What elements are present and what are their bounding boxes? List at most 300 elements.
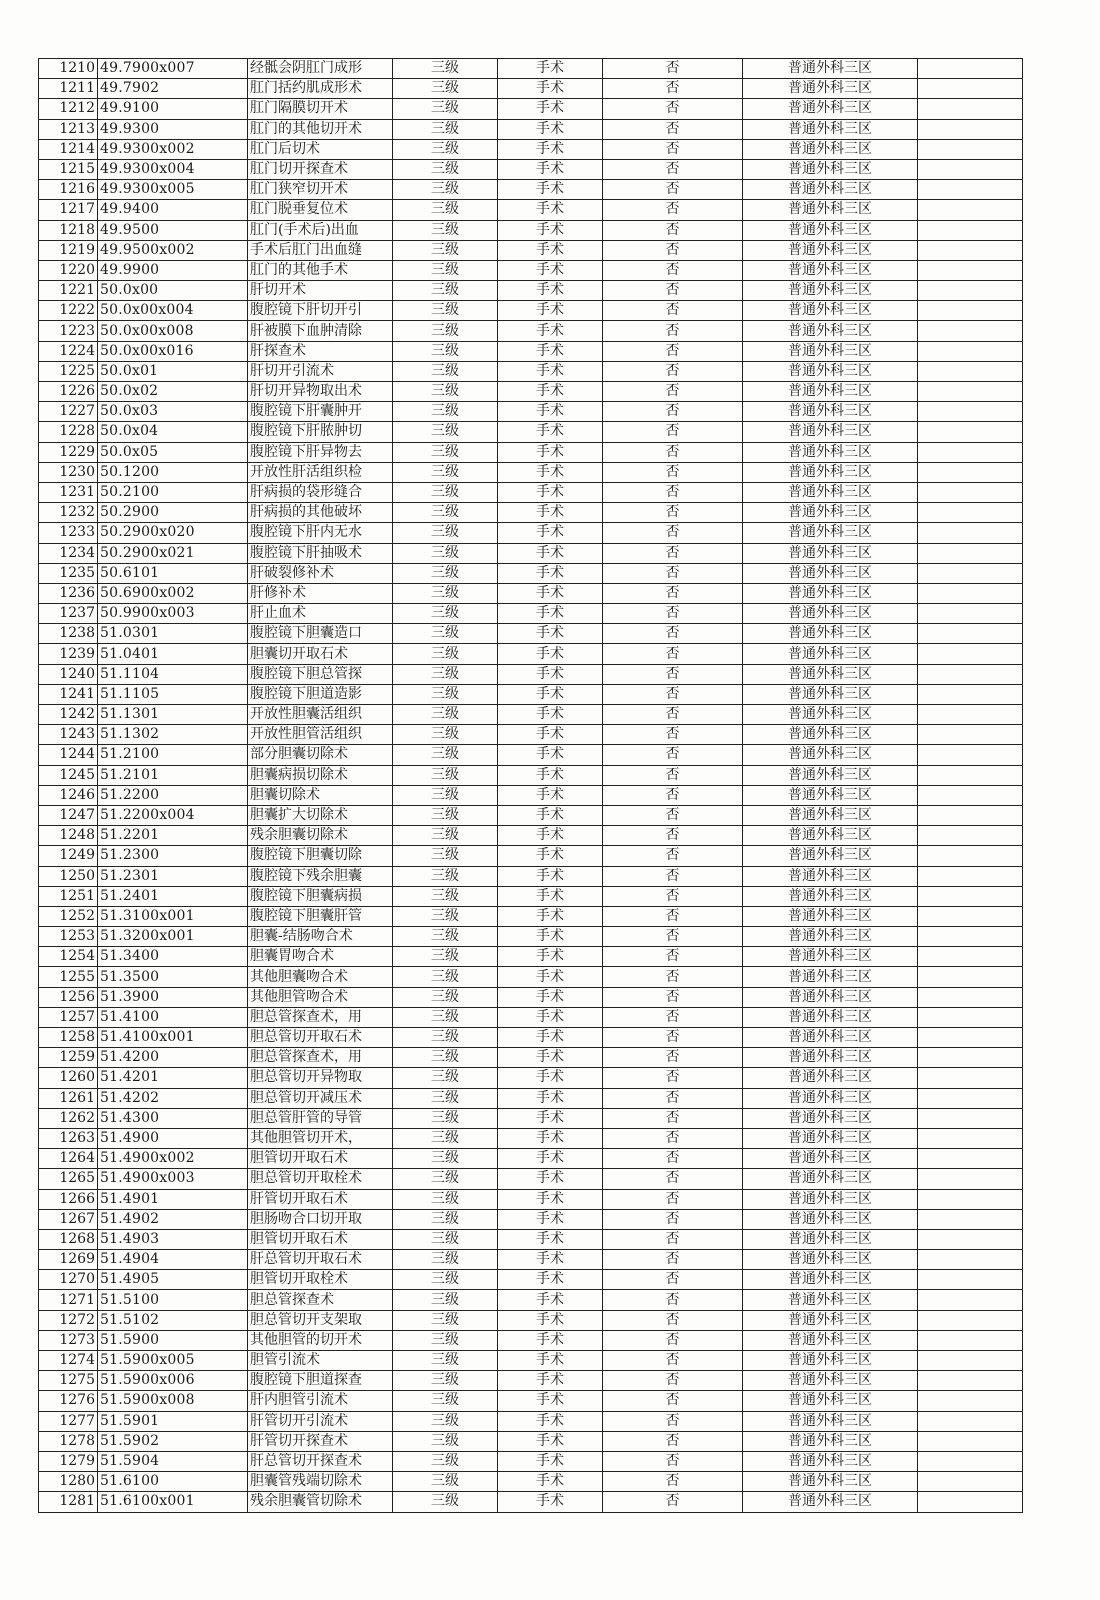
empty-cell (918, 301, 1023, 321)
row-number-cell: 1227 (39, 402, 98, 422)
procedure-name-cell: 胆囊扩大切除术 (248, 805, 393, 825)
flag-value-cell: 否 (603, 260, 743, 280)
table-row (39, 927, 1023, 947)
flag-value-cell: 否 (603, 1189, 743, 1209)
flag-value-cell: 否 (603, 1028, 743, 1048)
procedure-type-cell: 手术 (498, 301, 603, 321)
flag-value-cell: 否 (603, 1250, 743, 1270)
procedure-code-cell: 50.0x00x004 (98, 301, 248, 321)
flag-value-cell: 否 (603, 442, 743, 462)
procedure-code-cell: 51.4905 (98, 1270, 248, 1290)
procedure-type-cell: 手术 (498, 321, 603, 341)
flag-value-cell: 否 (603, 1411, 743, 1431)
empty-cell (918, 927, 1023, 947)
department-cell: 普通外科三区 (743, 442, 918, 462)
department-cell: 普通外科三区 (743, 947, 918, 967)
procedure-type-cell: 手术 (498, 1068, 603, 1088)
procedure-level-cell: 三级 (393, 119, 498, 139)
procedure-type-cell: 手术 (498, 220, 603, 240)
procedure-type-cell: 手术 (498, 59, 603, 79)
procedure-code-cell: 49.7900x007 (98, 59, 248, 79)
procedure-code-cell: 51.5900x008 (98, 1391, 248, 1411)
row-number-cell: 1256 (39, 987, 98, 1007)
procedure-type-cell: 手术 (498, 281, 603, 301)
flag-value-cell: 否 (603, 725, 743, 745)
department-cell: 普通外科三区 (743, 159, 918, 179)
empty-cell (918, 200, 1023, 220)
flag-value-cell: 否 (603, 1068, 743, 1088)
table-row (39, 1209, 1023, 1229)
procedure-type-cell: 手术 (498, 1290, 603, 1310)
empty-cell (918, 624, 1023, 644)
procedure-type-cell: 手术 (498, 1270, 603, 1290)
procedure-name-cell: 胆总管切开取栓术 (248, 1169, 393, 1189)
procedure-type-cell: 手术 (498, 805, 603, 825)
procedure-level-cell: 三级 (393, 1371, 498, 1391)
procedure-level-cell: 三级 (393, 422, 498, 442)
procedure-level-cell: 三级 (393, 462, 498, 482)
row-number-cell: 1263 (39, 1128, 98, 1148)
procedure-name-cell: 肛门括约肌成形术 (248, 79, 393, 99)
empty-cell (918, 482, 1023, 502)
department-cell: 普通外科三区 (743, 1229, 918, 1249)
table-row (39, 1290, 1023, 1310)
table-row (39, 301, 1023, 321)
procedure-type-cell: 手术 (498, 987, 603, 1007)
procedure-code-cell: 50.0x02 (98, 382, 248, 402)
department-cell: 普通外科三区 (743, 59, 918, 79)
flag-value-cell: 否 (603, 684, 743, 704)
procedure-name-cell: 肝管切开探查术 (248, 1431, 393, 1451)
procedure-type-cell: 手术 (498, 846, 603, 866)
procedure-code-cell: 51.5904 (98, 1451, 248, 1471)
procedure-type-cell: 手术 (498, 563, 603, 583)
row-number-cell: 1217 (39, 200, 98, 220)
procedure-type-cell: 手术 (498, 503, 603, 523)
row-number-cell: 1214 (39, 139, 98, 159)
flag-value-cell: 否 (603, 503, 743, 523)
procedure-code-cell: 49.7902 (98, 79, 248, 99)
table-row (39, 1250, 1023, 1270)
procedure-code-cell: 51.4904 (98, 1250, 248, 1270)
row-number-cell: 1270 (39, 1270, 98, 1290)
empty-cell (918, 523, 1023, 543)
empty-cell (918, 967, 1023, 987)
procedure-code-cell: 51.5900x006 (98, 1371, 248, 1391)
empty-cell (918, 1492, 1023, 1512)
procedure-name-cell: 肝总管切开取石术 (248, 1250, 393, 1270)
procedure-name-cell: 胆肠吻合口切开取 (248, 1209, 393, 1229)
procedure-code-cell: 50.0x00x016 (98, 341, 248, 361)
table-row (39, 1330, 1023, 1350)
table-row (39, 1451, 1023, 1471)
empty-cell (918, 1149, 1023, 1169)
empty-cell (918, 139, 1023, 159)
procedure-type-cell: 手术 (498, 462, 603, 482)
procedure-name-cell: 肝被膜下血肿清除 (248, 321, 393, 341)
department-cell: 普通外科三区 (743, 705, 918, 725)
procedure-type-cell: 手术 (498, 1108, 603, 1128)
flag-value-cell: 否 (603, 361, 743, 381)
procedure-level-cell: 三级 (393, 1250, 498, 1270)
empty-cell (918, 321, 1023, 341)
procedure-type-cell: 手术 (498, 1209, 603, 1229)
department-cell: 普通外科三区 (743, 604, 918, 624)
table-row (39, 725, 1023, 745)
procedure-name-cell: 肝止血术 (248, 604, 393, 624)
empty-cell (918, 886, 1023, 906)
department-cell: 普通外科三区 (743, 543, 918, 563)
flag-value-cell: 否 (603, 482, 743, 502)
procedure-code-cell: 50.1200 (98, 462, 248, 482)
procedure-name-cell: 胆总管切开减压术 (248, 1088, 393, 1108)
procedure-code-cell: 49.9500x002 (98, 240, 248, 260)
procedure-type-cell: 手术 (498, 624, 603, 644)
table-row (39, 321, 1023, 341)
empty-cell (918, 382, 1023, 402)
empty-cell (918, 1351, 1023, 1371)
procedure-code-cell: 51.3200x001 (98, 927, 248, 947)
procedure-name-cell: 胆总管切开异物取 (248, 1068, 393, 1088)
procedure-level-cell: 三级 (393, 281, 498, 301)
procedure-code-cell: 51.0401 (98, 644, 248, 664)
procedure-type-cell: 手术 (498, 765, 603, 785)
table-row (39, 684, 1023, 704)
flag-value-cell: 否 (603, 180, 743, 200)
flag-value-cell: 否 (603, 1088, 743, 1108)
flag-value-cell: 否 (603, 1310, 743, 1330)
department-cell: 普通外科三区 (743, 321, 918, 341)
table-row (39, 1270, 1023, 1290)
procedure-level-cell: 三级 (393, 765, 498, 785)
table-row (39, 220, 1023, 240)
procedure-level-cell: 三级 (393, 644, 498, 664)
procedure-code-cell: 50.0x00 (98, 281, 248, 301)
flag-value-cell: 否 (603, 826, 743, 846)
procedure-name-cell: 腹腔镜下胆总管探 (248, 664, 393, 684)
procedure-type-cell: 手术 (498, 705, 603, 725)
procedure-type-cell: 手术 (498, 260, 603, 280)
procedure-type-cell: 手术 (498, 1351, 603, 1371)
procedure-type-cell: 手术 (498, 1229, 603, 1249)
procedure-name-cell: 其他胆管的切开术 (248, 1330, 393, 1350)
row-number-cell: 1255 (39, 967, 98, 987)
procedure-name-cell: 肝病损的袋形缝合 (248, 482, 393, 502)
procedure-code-cell: 50.9900x003 (98, 604, 248, 624)
row-number-cell: 1216 (39, 180, 98, 200)
procedure-level-cell: 三级 (393, 906, 498, 926)
procedure-name-cell: 残余胆囊切除术 (248, 826, 393, 846)
procedure-level-cell: 三级 (393, 1351, 498, 1371)
row-number-cell: 1273 (39, 1330, 98, 1350)
table-row (39, 664, 1023, 684)
procedure-name-cell: 肝切开术 (248, 281, 393, 301)
procedure-type-cell: 手术 (498, 927, 603, 947)
table-row (39, 1391, 1023, 1411)
procedure-level-cell: 三级 (393, 1229, 498, 1249)
row-number-cell: 1279 (39, 1451, 98, 1471)
procedure-type-cell: 手术 (498, 1431, 603, 1451)
procedure-level-cell: 三级 (393, 523, 498, 543)
row-number-cell: 1252 (39, 906, 98, 926)
procedure-level-cell: 三级 (393, 139, 498, 159)
row-number-cell: 1271 (39, 1290, 98, 1310)
procedure-name-cell: 腹腔镜下肝脓肿切 (248, 422, 393, 442)
procedure-level-cell: 三级 (393, 725, 498, 745)
procedure-type-cell: 手术 (498, 1149, 603, 1169)
procedure-type-cell: 手术 (498, 1371, 603, 1391)
flag-value-cell: 否 (603, 240, 743, 260)
procedure-name-cell: 腹腔镜下肝囊肿开 (248, 402, 393, 422)
procedure-code-cell: 49.9100 (98, 99, 248, 119)
row-number-cell: 1237 (39, 604, 98, 624)
procedure-type-cell: 手术 (498, 1128, 603, 1148)
table-row (39, 503, 1023, 523)
department-cell: 普通外科三区 (743, 422, 918, 442)
table-row (39, 1007, 1023, 1027)
table-row (39, 422, 1023, 442)
empty-cell (918, 826, 1023, 846)
procedure-name-cell: 胆总管肝管的导管 (248, 1108, 393, 1128)
flag-value-cell: 否 (603, 523, 743, 543)
department-cell: 普通外科三区 (743, 1250, 918, 1270)
procedure-level-cell: 三级 (393, 1028, 498, 1048)
procedure-type-cell: 手术 (498, 1028, 603, 1048)
procedure-code-cell: 51.4900x003 (98, 1169, 248, 1189)
table-row (39, 281, 1023, 301)
department-cell: 普通外科三区 (743, 725, 918, 745)
department-cell: 普通外科三区 (743, 79, 918, 99)
procedure-level-cell: 三级 (393, 1472, 498, 1492)
procedure-type-cell: 手术 (498, 1391, 603, 1411)
procedure-name-cell: 胆总管探查术，用 (248, 1048, 393, 1068)
row-number-cell: 1232 (39, 503, 98, 523)
procedure-type-cell: 手术 (498, 886, 603, 906)
table-row (39, 200, 1023, 220)
table-row (39, 1068, 1023, 1088)
procedure-level-cell: 三级 (393, 846, 498, 866)
flag-value-cell: 否 (603, 1492, 743, 1512)
table-row (39, 563, 1023, 583)
procedure-code-cell: 51.2300 (98, 846, 248, 866)
department-cell: 普通外科三区 (743, 563, 918, 583)
procedure-type-cell: 手术 (498, 785, 603, 805)
row-number-cell: 1251 (39, 886, 98, 906)
procedure-code-cell: 51.2200x004 (98, 805, 248, 825)
flag-value-cell: 否 (603, 563, 743, 583)
procedure-name-cell: 胆总管切开取石术 (248, 1028, 393, 1048)
row-number-cell: 1261 (39, 1088, 98, 1108)
empty-cell (918, 1310, 1023, 1330)
table-row (39, 1088, 1023, 1108)
table-row (39, 1371, 1023, 1391)
department-cell: 普通外科三区 (743, 745, 918, 765)
procedure-name-cell: 其他胆管吻合术 (248, 987, 393, 1007)
table-row (39, 1229, 1023, 1249)
empty-cell (918, 462, 1023, 482)
procedure-code-cell: 51.4902 (98, 1209, 248, 1229)
empty-cell (918, 644, 1023, 664)
row-number-cell: 1264 (39, 1149, 98, 1169)
procedure-code-cell: 51.1105 (98, 684, 248, 704)
procedure-code-cell: 51.6100 (98, 1472, 248, 1492)
flag-value-cell: 否 (603, 281, 743, 301)
flag-value-cell: 否 (603, 1330, 743, 1350)
procedure-code-cell: 50.2900 (98, 503, 248, 523)
empty-cell (918, 1371, 1023, 1391)
procedure-code-cell: 51.4100 (98, 1007, 248, 1027)
table-row (39, 482, 1023, 502)
procedure-code-cell: 49.9900 (98, 260, 248, 280)
department-cell: 普通外科三区 (743, 624, 918, 644)
procedure-name-cell: 胆管引流术 (248, 1351, 393, 1371)
empty-cell (918, 745, 1023, 765)
table-row (39, 240, 1023, 260)
procedure-name-cell: 腹腔镜下肝异物去 (248, 442, 393, 462)
department-cell: 普通外科三区 (743, 462, 918, 482)
row-number-cell: 1220 (39, 260, 98, 280)
procedure-type-cell: 手术 (498, 382, 603, 402)
procedure-code-cell: 51.4900 (98, 1128, 248, 1148)
flag-value-cell: 否 (603, 1472, 743, 1492)
procedure-type-cell: 手术 (498, 906, 603, 926)
row-number-cell: 1259 (39, 1048, 98, 1068)
empty-cell (918, 1290, 1023, 1310)
row-number-cell: 1233 (39, 523, 98, 543)
row-number-cell: 1249 (39, 846, 98, 866)
empty-cell (918, 563, 1023, 583)
department-cell: 普通外科三区 (743, 1209, 918, 1229)
department-cell: 普通外科三区 (743, 180, 918, 200)
empty-cell (918, 1007, 1023, 1027)
flag-value-cell: 否 (603, 1290, 743, 1310)
flag-value-cell: 否 (603, 1108, 743, 1128)
procedure-code-cell: 51.6100x001 (98, 1492, 248, 1512)
empty-cell (918, 543, 1023, 563)
procedure-name-cell: 胆管切开取石术 (248, 1229, 393, 1249)
flag-value-cell: 否 (603, 139, 743, 159)
procedure-code-cell: 51.4903 (98, 1229, 248, 1249)
department-cell: 普通外科三区 (743, 906, 918, 926)
table-row (39, 341, 1023, 361)
empty-cell (918, 1229, 1023, 1249)
flag-value-cell: 否 (603, 1371, 743, 1391)
procedure-code-cell: 51.1301 (98, 705, 248, 725)
procedure-level-cell: 三级 (393, 220, 498, 240)
procedure-code-cell: 51.4200 (98, 1048, 248, 1068)
department-cell: 普通外科三区 (743, 1472, 918, 1492)
procedure-name-cell: 开放性肝活组织检 (248, 462, 393, 482)
row-number-cell: 1218 (39, 220, 98, 240)
department-cell: 普通外科三区 (743, 301, 918, 321)
flag-value-cell: 否 (603, 987, 743, 1007)
procedure-code-cell: 51.5900 (98, 1330, 248, 1350)
procedure-type-cell: 手术 (498, 523, 603, 543)
row-number-cell: 1244 (39, 745, 98, 765)
procedure-name-cell: 肛门的其他切开术 (248, 119, 393, 139)
department-cell: 普通外科三区 (743, 927, 918, 947)
table-row (39, 886, 1023, 906)
row-number-cell: 1267 (39, 1209, 98, 1229)
empty-cell (918, 1451, 1023, 1471)
flag-value-cell: 否 (603, 604, 743, 624)
procedure-name-cell: 肝修补术 (248, 583, 393, 603)
procedure-type-cell: 手术 (498, 947, 603, 967)
procedure-code-cell: 50.6900x002 (98, 583, 248, 603)
procedure-level-cell: 三级 (393, 1108, 498, 1128)
procedure-code-cell: 50.6101 (98, 563, 248, 583)
procedure-code-cell: 51.3500 (98, 967, 248, 987)
procedure-type-cell: 手术 (498, 341, 603, 361)
procedure-type-cell: 手术 (498, 119, 603, 139)
procedure-code-cell: 50.2100 (98, 482, 248, 502)
flag-value-cell: 否 (603, 1048, 743, 1068)
department-cell: 普通外科三区 (743, 1149, 918, 1169)
department-cell: 普通外科三区 (743, 1068, 918, 1088)
procedure-type-cell: 手术 (498, 1310, 603, 1330)
empty-cell (918, 1128, 1023, 1148)
procedure-type-cell: 手术 (498, 1250, 603, 1270)
procedure-name-cell: 腹腔镜下残余胆囊 (248, 866, 393, 886)
row-number-cell: 1254 (39, 947, 98, 967)
department-cell: 普通外科三区 (743, 1270, 918, 1290)
table-row (39, 644, 1023, 664)
table-row (39, 785, 1023, 805)
procedure-type-cell: 手术 (498, 99, 603, 119)
department-cell: 普通外科三区 (743, 119, 918, 139)
empty-cell (918, 785, 1023, 805)
procedure-level-cell: 三级 (393, 947, 498, 967)
empty-cell (918, 361, 1023, 381)
table-row (39, 826, 1023, 846)
flag-value-cell: 否 (603, 1351, 743, 1371)
department-cell: 普通外科三区 (743, 866, 918, 886)
procedure-level-cell: 三级 (393, 745, 498, 765)
procedure-level-cell: 三级 (393, 1048, 498, 1068)
row-number-cell: 1269 (39, 1250, 98, 1270)
department-cell: 普通外科三区 (743, 1451, 918, 1471)
procedure-type-cell: 手术 (498, 604, 603, 624)
empty-cell (918, 1108, 1023, 1128)
row-number-cell: 1278 (39, 1431, 98, 1451)
empty-cell (918, 725, 1023, 745)
procedure-level-cell: 三级 (393, 604, 498, 624)
table-row (39, 99, 1023, 119)
row-number-cell: 1242 (39, 705, 98, 725)
empty-cell (918, 260, 1023, 280)
flag-value-cell: 否 (603, 644, 743, 664)
procedure-code-cell: 49.9300x002 (98, 139, 248, 159)
procedure-code-cell: 50.0x05 (98, 442, 248, 462)
procedure-level-cell: 三级 (393, 1209, 498, 1229)
empty-cell (918, 341, 1023, 361)
department-cell: 普通外科三区 (743, 1431, 918, 1451)
department-cell: 普通外科三区 (743, 1371, 918, 1391)
empty-cell (918, 1068, 1023, 1088)
table-row (39, 624, 1023, 644)
procedure-table (38, 58, 1023, 1513)
procedure-level-cell: 三级 (393, 503, 498, 523)
procedure-code-cell: 49.9500 (98, 220, 248, 240)
table-row (39, 967, 1023, 987)
empty-cell (918, 684, 1023, 704)
procedure-level-cell: 三级 (393, 1068, 498, 1088)
procedure-level-cell: 三级 (393, 1149, 498, 1169)
row-number-cell: 1245 (39, 765, 98, 785)
empty-cell (918, 281, 1023, 301)
procedure-level-cell: 三级 (393, 684, 498, 704)
flag-value-cell: 否 (603, 301, 743, 321)
